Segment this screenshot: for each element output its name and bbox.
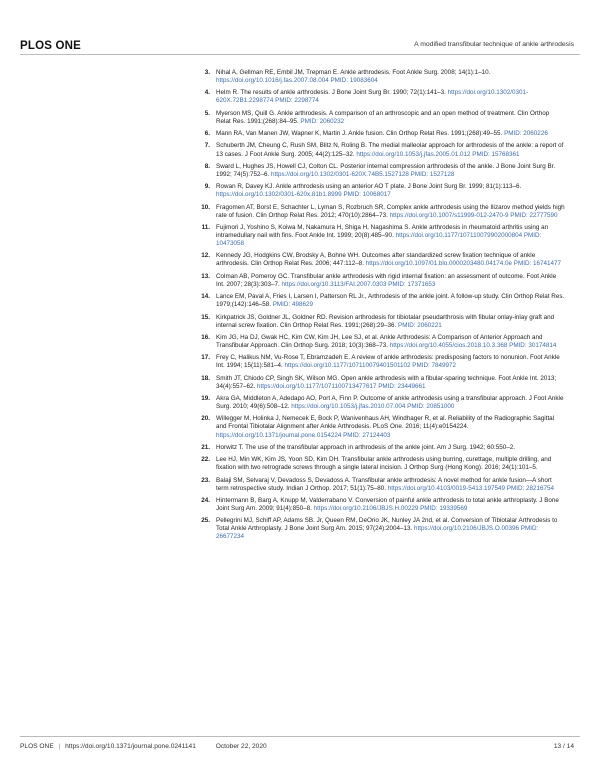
reference-doi-link[interactable]: https://doi.org/10.1007/s11999-012-2470-9 PMID: 22777590 (389, 211, 558, 219)
reference-item (200, 354, 565, 370)
reference-text: Helm R. The results of ankle arthrodesis. J Bone Joint Surg Br. 1990; 72(1):141–3. (216, 89, 448, 97)
reference-number: 19. (201, 395, 210, 402)
footer-journal: PLOS ONE (20, 743, 54, 750)
footer-separator: | (58, 743, 61, 750)
reference-number: 23. (201, 476, 210, 484)
reference-item (200, 415, 565, 439)
reference-number: 7. (204, 142, 210, 150)
footer-citation (20, 743, 267, 750)
reference-text: Kirkpatrick JS, Goldner JL, Goldner RD. Revision arthrodesis for tibiotalar pseudarthrosis with fibular onlay-inlay graft and internal screw fixation. Clin Orthop Relat Res. 1991;(268):29–36. (216, 313, 555, 329)
reference-text: Mann RA, Van Manen JW, Wapner K, Martin J. Ankle fusion. Clin Orthop Relat Res. 1991;(268):49–55. (216, 130, 505, 138)
reference-text: Schuberth JM, Cheung C, Rush SM, Blitz N, Roling B. The medial malleolar approach for arthrodesis of the ankle: a report of 13 cases. J Foot Ankle Surg. 2005; 44(2):125–32. (216, 142, 564, 158)
reference-doi-link[interactable]: PMID: 2060226 (504, 130, 548, 138)
footer-doi-link[interactable]: https://doi.org/10.1371/journal.pone.0241141 (65, 743, 196, 750)
reference-item (200, 224, 565, 248)
reference-number: 22. (201, 456, 210, 464)
reference-number: 10. (201, 203, 210, 211)
reference-item (200, 183, 565, 199)
reference-text: Colman AB, Pomeroy GC. Transfibular ankle arthrodesis with rigid internal fixation: an assessment of outcome. Foot Ankle Int. 2007; 28(3):303–7. (216, 272, 557, 288)
reference-list (200, 69, 565, 546)
reference-text: Rowan R, Davey KJ. Ankle arthrodesis using an anterior AO T plate. J Bone Joint Surg Br. 1999; 81(1):113–6. (216, 183, 522, 191)
reference-doi-link[interactable]: https://doi.org/10.1053/j.jfas.2005.01.012 PMID: 15768361 (356, 150, 520, 158)
reference-text: Kennedy JG, Hodgkins CW, Brodsky A, Bohne WH. Outcomes after standardized screw fixation technique of ankle arthrodesis. Clin Orthop Relat Res. 2006; 447:112–8. (216, 252, 536, 268)
reference-item (200, 293, 565, 309)
reference-number: 17. (201, 354, 210, 362)
reference-item (200, 89, 565, 105)
header-divider (20, 54, 580, 55)
reference-doi-link[interactable]: https://doi.org/10.1016/j.fas.2007.08.004 PMID: 19083604 (216, 77, 378, 85)
reference-text: Lance EM, Paval A, Fries I, Larsen I, Patterson RL Jr., Arthrodesis of the ankle joint. A follow-up study. Clin Orthop Relat Res. 1979;(142):146–58. (216, 293, 565, 309)
reference-item (200, 444, 565, 452)
reference-item (200, 395, 565, 411)
reference-number: 15. (201, 313, 210, 321)
reference-number: 9. (204, 183, 210, 191)
reference-item (200, 497, 565, 513)
reference-item (200, 130, 565, 138)
reference-doi-link[interactable]: https://doi.org/10.1177/107110079902000804 PMID: 10473058 (216, 232, 542, 248)
reference-doi-link[interactable]: PMID: 2060221 (398, 321, 442, 329)
reference-item (200, 375, 565, 391)
reference-text: Willegger M, Holinka J, Nemecek E, Bock P, Wanivenhaus AH, Windhager R, et al. Reliability of the Radiographic Sagittal and Frontal Tibiotalar Alignment after Ankle Arthrodesis. PLoS One. 2016; 11(4):e0154224. (216, 415, 555, 431)
reference-item (200, 517, 565, 541)
reference-item (200, 477, 565, 493)
reference-doi-link[interactable]: https://doi.org/10.1097/01.blo.0000203480.04174.0e PMID: 16741477 (365, 260, 562, 268)
reference-item (200, 314, 565, 330)
reference-number: 6. (204, 130, 210, 138)
reference-item (200, 69, 565, 85)
reference-text: Smith JT, Chiodo CP, Singh SK, Wilson MG. Open ankle arthrodesis with a fibular-sparing technique. Foot Ankle Int. 2013; 34(4):557–62. (216, 374, 557, 390)
reference-item (200, 163, 565, 179)
reference-text: Balaji SM, Selvaraj V, Devadoss S, Devadoss A. Transfibular ankle arthrodesis: A novel method for ankle fusion—A short term retrospective study. Indian J Orthop. 2017; 51(1):75–80. (216, 476, 552, 492)
reference-number: 5. (204, 109, 210, 117)
reference-number: 21. (201, 443, 210, 451)
reference-doi-link[interactable]: https://doi.org/10.1053/j.jfas.2010.07.004 PMID: 20851000 (291, 403, 455, 411)
reference-text: Fujimori J, Yoshino S, Koiwa M, Nakamura H, Shiga H, Nagashima S. Ankle arthrodesis in rheumatoid arthritis using an intramedullary nail with fins. Foot Ankle Int. 1999; 20(8):485–90. (216, 223, 549, 239)
reference-number: 3. (204, 69, 210, 76)
reference-number: 4. (204, 89, 210, 97)
journal-logo: PLOS ONE (20, 40, 82, 52)
reference-doi-link[interactable]: https://doi.org/10.2106/JBJS.H.00229 PMID: 19339569 (313, 504, 468, 512)
reference-item (200, 456, 565, 472)
reference-number: 12. (201, 252, 210, 260)
reference-doi-link[interactable]: https://doi.org/10.3113/FAI.2007.0303 PMID: 17371653 (281, 280, 436, 288)
reference-number: 14. (201, 293, 210, 301)
reference-text: Pellegrini MJ, Schiff AP, Adams SB. Jr, Queen RM, DeOrio JK, Nunley JA 2nd, et al. Conversion of Tibiotalar Arthrodesis to Total Ankle Arthroplasty. J Bone Joint Surg Am. 2015; 97(24):2004–13. (216, 517, 558, 533)
page-number: 13 / 14 (553, 743, 574, 750)
reference-number: 18. (201, 374, 210, 382)
reference-doi-link[interactable]: PMID: 498629 (272, 301, 313, 309)
reference-text: Hintermann B, Barg A, Knupp M, Valderrabano V. Conversion of painful ankle arthrodesis to total ankle arthroplasty. J Bone Joint Surg Am. 2009; 91(4):850–8. (216, 496, 559, 512)
reference-doi-link[interactable]: https://doi.org/10.4103/0019-5413.197549 PMID: 28216754 (387, 484, 555, 492)
reference-text: Myerson MS, Quill G. Ankle arthrodesis. A comparison of an arthroscopic and an open method of treatment. Clin Orthop Relat Res. 1991;(268):84–95. (216, 109, 550, 125)
reference-item (200, 110, 565, 126)
reference-text: Kim JG, Ha DJ, Gwak HC, Kim CW, Kim JH, Lee SJ, et al. Ankle Arthrodesis: A Comparison of Anterior Approach and Transfibular Approach. Clin Orthop Surg. 2018; 10(3):368–73. (216, 333, 543, 349)
reference-item (200, 273, 565, 289)
reference-number: 24. (201, 496, 210, 504)
reference-doi-link[interactable]: PMID: 2060232 (300, 117, 345, 125)
reference-doi-link[interactable]: https://doi.org/10.1302/0301-620X.74B5.1527128 PMID: 1527128 (270, 170, 455, 178)
reference-item (200, 204, 565, 220)
footer-divider (20, 736, 580, 737)
reference-text: Lee HJ, Min WK, Kim JS, Yoon SD, Kim DH. Transfibular ankle arthrodesis using burring, curettage, multiple drilling, and fixation with two retrograde screws through a single lateral incision. J Orthop Surg (Hong Kong). 2016; 24(1):101–5. (216, 456, 552, 472)
reference-number: 16. (201, 333, 210, 341)
reference-text: Horwitz T. The use of the transfibular approach in arthrodesis of the ankle joint. Am J Surg. 1942; 60:550–2. (216, 443, 516, 451)
reference-doi-link[interactable]: https://doi.org/10.4055/cios.2018.10.3.368 PMID: 30174814 (389, 341, 557, 349)
reference-text: Akra GA, Middleton A, Adedapo AO, Port A, Finn P. Outcome of ankle arthrodesis using a transfibular approach. J Foot Ankle Surg. 2010; 49(6):508–12. (216, 395, 564, 411)
reference-item (200, 252, 565, 268)
running-title: A modified transfibular technique of ankle arthrodesis (414, 41, 574, 48)
reference-item (200, 142, 565, 158)
reference-doi-link[interactable]: https://doi.org/10.1177/1071100713477617 PMID: 23449661 (256, 382, 426, 390)
reference-number: 20. (201, 415, 210, 423)
reference-text: Nihal A, Gellman RE, Embil JM, Trepman E. Ankle arthrodesis. Foot Ankle Surg. 2008; 14(1):1–10. (216, 69, 491, 76)
reference-doi-link[interactable]: https://doi.org/10.1371/journal.pone.0154224 PMID: 27124403 (216, 431, 391, 439)
reference-number: 8. (204, 162, 210, 170)
reference-text: Fragomen AT, Borst E, Schachter L, Lyman S, Rozbruch SR. Complex ankle arthrodesis using the Ilizarov method yields high rate of fusion. Clin Orthop Relat Res. 2012; 470(10):2864–73. (216, 203, 565, 219)
reference-doi-link[interactable]: https://doi.org/10.1177/107110079401501102 PMID: 7849972 (284, 362, 457, 370)
reference-number: 25. (201, 517, 210, 525)
reference-number: 11. (201, 223, 210, 231)
reference-doi-link[interactable]: https://doi.org/10.1302/0301-620x.81b1.8999 PMID: 10068017 (216, 191, 391, 199)
reference-doi-link[interactable]: https://doi.org/10.1302/0301-620X.72B1.2298774 PMID: 2298774 (216, 89, 529, 105)
reference-number: 13. (201, 272, 210, 280)
reference-item (200, 334, 565, 350)
reference-text: Frey C, Halikus NM, Vu-Rose T, Ebramzadeh E. A review of ankle arthrodesis: predisposing factors to nonunion. Foot Ankle Int. 1994; 15(11):581–4. (216, 354, 560, 370)
footer-date: October 22, 2020 (215, 743, 267, 750)
reference-doi-link[interactable]: https://doi.org/10.2106/JBJS.O.00396 PMID: 26677234 (216, 525, 539, 541)
reference-text: Sward L, Hughes JS, Howell CJ, Colton CL. Posterior internal compression arthrodesis of the ankle. J Bone Joint Surg Br. 1992; 74(5):752–6. (216, 162, 556, 178)
